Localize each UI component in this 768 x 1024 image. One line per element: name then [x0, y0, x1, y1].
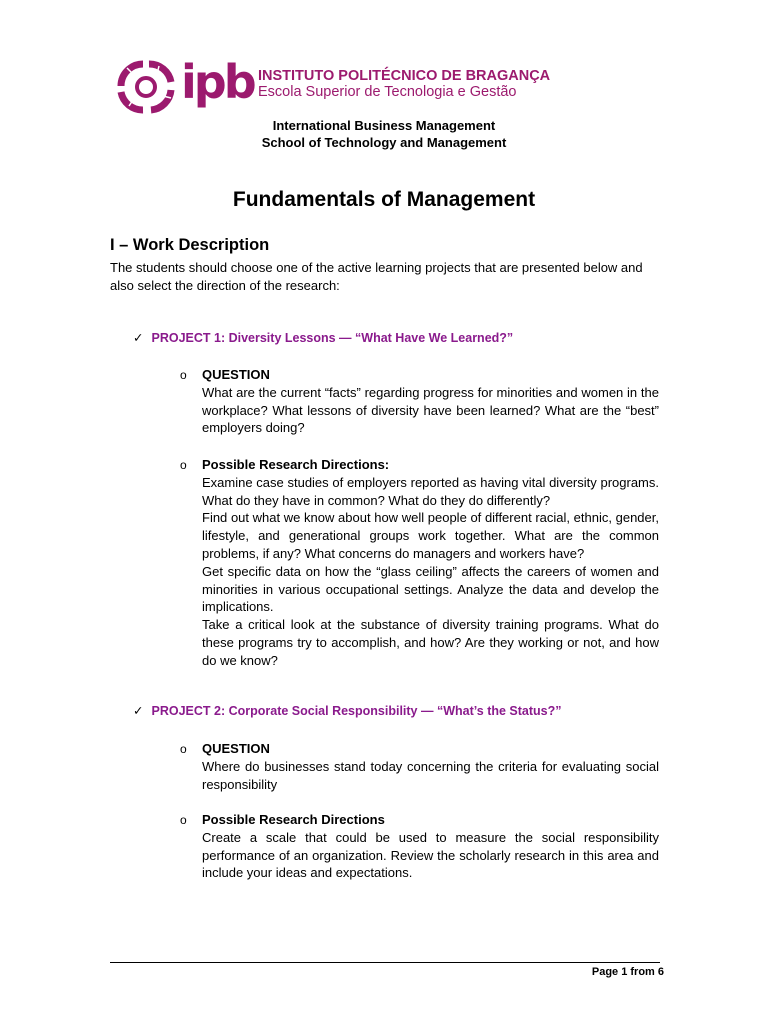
- project-1-directions: [202, 456, 659, 670]
- bullet-icon: o: [180, 813, 187, 827]
- bullet-icon: o: [180, 742, 187, 756]
- section-heading: I – Work Description: [110, 236, 270, 254]
- question-label: QUESTION: [202, 741, 270, 756]
- program-name: International Business Management: [272, 118, 496, 133]
- question-text: What are the current “facts” regarding progress for minorities and women in the workplace? What lessons of diversity have been learned? What are the “best” employers doing?: [202, 384, 659, 436]
- school-name: Escola Superior de Tecnologia e Gestão: [258, 84, 517, 100]
- project-1-title: [133, 330, 513, 345]
- intro-paragraph: The students should choose one of the active learning projects that are presented below and also select the direction of the research:: [110, 260, 643, 293]
- project-1-title-text: PROJECT 1: Diversity Lessons — “What Have We Learned?”: [151, 331, 514, 345]
- question-label: QUESTION: [202, 367, 270, 382]
- project-2-question: [202, 740, 659, 793]
- ipb-seal-icon: [113, 58, 179, 114]
- bullet-icon: o: [180, 458, 187, 472]
- question-text: Where do businesses stand today concerning the criteria for evaluating social responsibility: [202, 758, 659, 792]
- project-2-directions: [202, 811, 659, 882]
- project-2-title: [133, 703, 562, 718]
- project-2-title-text: PROJECT 2: Corporate Social Responsibility — “What’s the Status?”: [151, 704, 562, 718]
- direction-text: Create a scale that could be used to measure the social responsibility performance of an organization. Review the scholarly research in this area and include your ideas and expectations.: [202, 829, 659, 881]
- logo-wordmark: ipb: [181, 55, 254, 109]
- direction-text: Find out what we know about how well people of different racial, ethnic, gender, lifestyle, and generational groups work together. What are the common problems, if any? What concerns do managers and workers have?: [202, 510, 659, 561]
- direction-text: Examine case studies of employers reported as having vital diversity programs. What do they have in common? What do they do differently?: [202, 474, 659, 508]
- institution-logo: [113, 55, 551, 114]
- direction-text: Get specific data on how the “glass ceiling” affects the careers of women and minorities in various occupational settings. Analyze the data and develop the implications.: [202, 563, 659, 615]
- page-number: Page 1 from 6: [591, 966, 664, 978]
- project-1-question: [202, 366, 659, 437]
- check-icon: ✓: [133, 331, 144, 345]
- bullet-icon: o: [180, 368, 187, 382]
- footer-divider: [110, 962, 660, 963]
- document-title: Fundamentals of Management: [232, 188, 536, 211]
- school-name-english: School of Technology and Management: [261, 135, 507, 150]
- directions-label: Possible Research Directions: [202, 812, 385, 827]
- directions-label: Possible Research Directions:: [202, 457, 390, 472]
- institution-name: INSTITUTO POLITÉCNICO DE BRAGANÇA: [258, 68, 551, 84]
- direction-text: Take a critical look at the substance of diversity training programs. What do these programs try to accomplish, and how? Are they working or not, and how do we know?: [202, 617, 659, 668]
- check-icon: ✓: [133, 704, 144, 718]
